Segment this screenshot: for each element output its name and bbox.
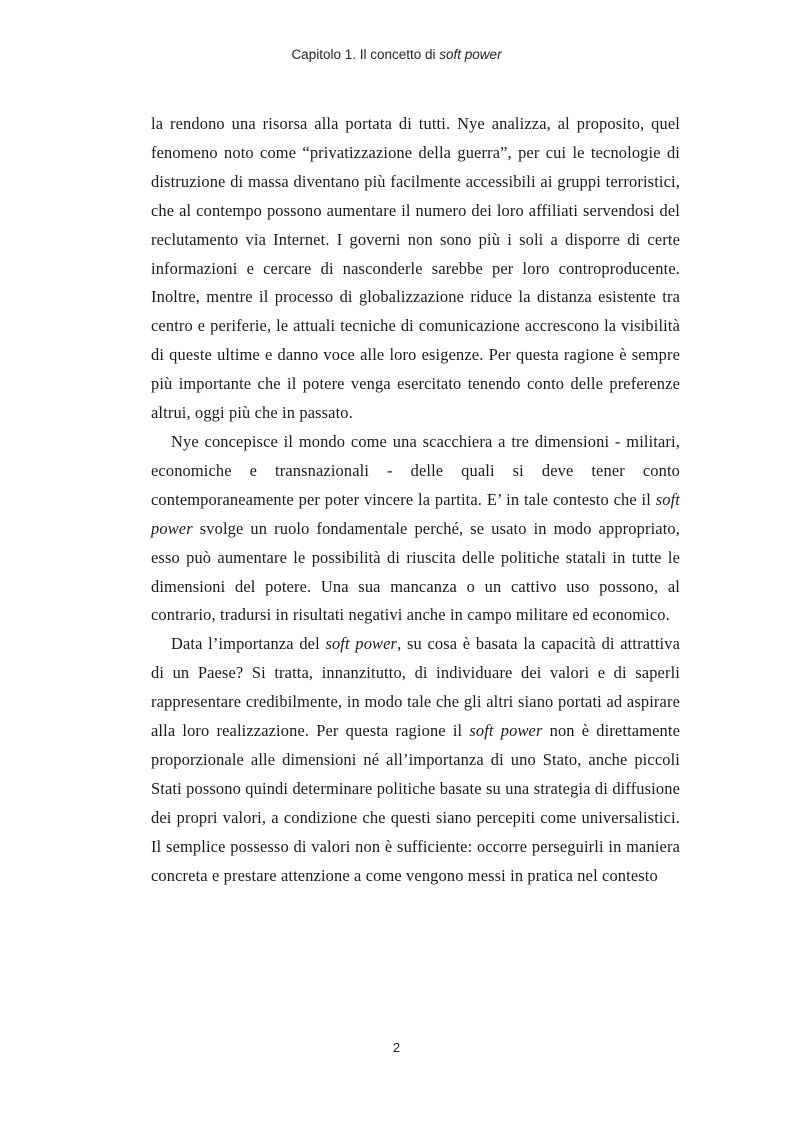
paragraph-text: , su cosa è basata la capacità di attrattiva di un Paese? Si tratta, innanzitutto, di individuare dei valori e di saperli rappresentare credibilmente, in modo tale che gli altri siano portati ad aspirare alla loro realizzazione. Per questa ragione il <box>151 634 680 741</box>
paragraph-1 <box>151 110 680 428</box>
italic-term: soft power <box>151 489 680 538</box>
italic-term: soft power <box>469 721 543 741</box>
paragraph-text: non è direttamente proporzionale alle dimensioni né all’importanza di uno Stato, anche piccoli Stati possono quindi determinare politiche basate su una strategia di diffusione dei propri valori, a condizione che questi siano percepiti come universalistici. Il semplice possesso di valori non è sufficiente: occorre perseguirli in maniera concreta e prestare attenzione a come vengono messi in pratica nel contesto <box>151 721 680 885</box>
paragraph-2 <box>151 428 680 630</box>
paragraph-3 <box>151 630 680 890</box>
body-text <box>151 110 680 890</box>
paragraph-text: Nye concepisce il mondo come una scacchiera a tre dimensioni - militari, economiche e transnazionali - delle quali si deve tener conto contemporaneamente per poter vincere la partita. E’ in tale contesto che il <box>151 431 680 509</box>
header-emphasis: soft power <box>439 47 502 62</box>
header-text: Capitolo 1. Il concetto di <box>291 47 440 62</box>
paragraph-text: Data l’importanza del <box>171 634 326 654</box>
paragraph-text: svolge un ruolo fondamentale perché, se usato in modo appropriato, esso può aumentare le possibilità di riuscita delle politiche statali in tutte le dimensioni del potere. Una sua mancanza o un cattivo uso possono, al contrario, tradursi in risultati negativi anche in campo militare ed economico. <box>151 518 680 625</box>
italic-term: soft power <box>325 634 398 654</box>
page-number: 2 <box>392 1040 401 1055</box>
running-header <box>0 47 793 62</box>
paragraph-text: la rendono una risorsa alla portata di tutti. Nye analizza, al proposito, quel fenomeno noto come “privatizzazione della guerra”, per cui le tecnologie di distruzione di massa diventano più facilmente accessibili ai gruppi terroristici, che al contempo possono aumentare il numero dei loro affiliati servendosi del reclutamento via Internet. I governi non sono più i soli a disporre di certe informazioni e cercare di nasconderle sarebbe per loro controproducente. Inoltre, mentre il processo di globalizzazione riduce la distanza esistente tra centro e periferie, le attuali tecniche di comunicazione accrescono la visibilità di queste ultime e danno voce alle loro esigenze. Per questa ragione è sempre più importante che il potere venga esercitato tenendo conto delle preferenze altrui, oggi più che in passato. <box>151 114 680 423</box>
